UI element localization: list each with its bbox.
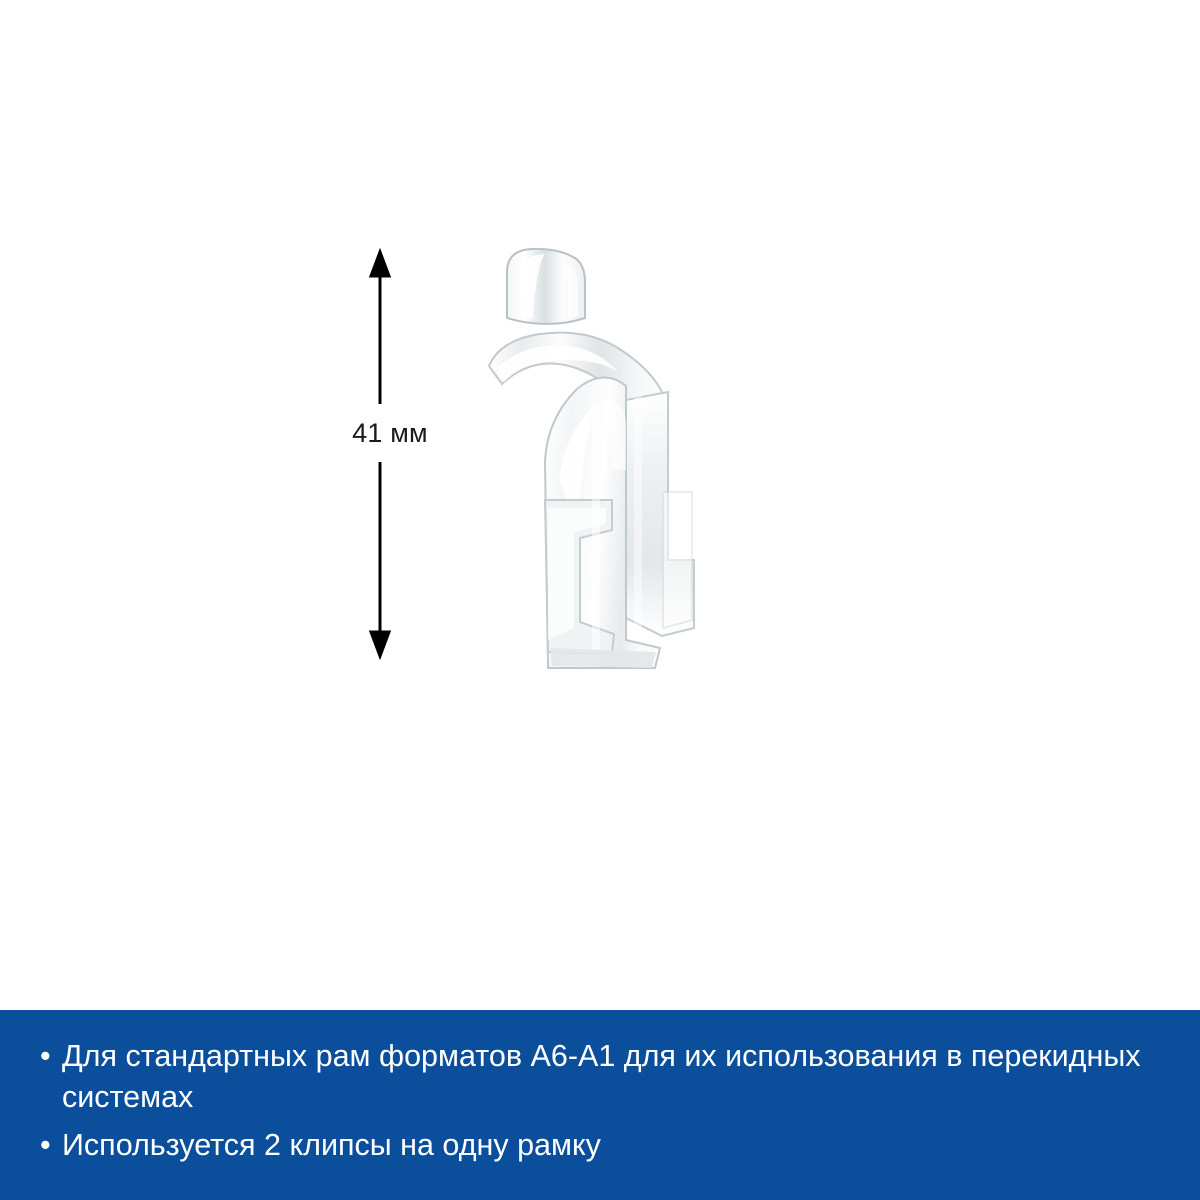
list-item <box>40 1125 1160 1166</box>
list-item-text: Для стандартных рам форматов А6-А1 для их использования в перекидных системах <box>62 1039 1141 1114</box>
list-item <box>40 1036 1160 1118</box>
bullet-icon: • <box>40 1039 51 1073</box>
product-clip-graphic <box>489 249 694 668</box>
bullet-icon: • <box>40 1128 51 1162</box>
feature-list <box>40 1036 1160 1166</box>
dimension-label: 41 мм <box>352 418 428 448</box>
list-item-text: Используется 2 клипсы на одну рамку <box>62 1128 601 1162</box>
info-bar <box>0 1010 1200 1200</box>
